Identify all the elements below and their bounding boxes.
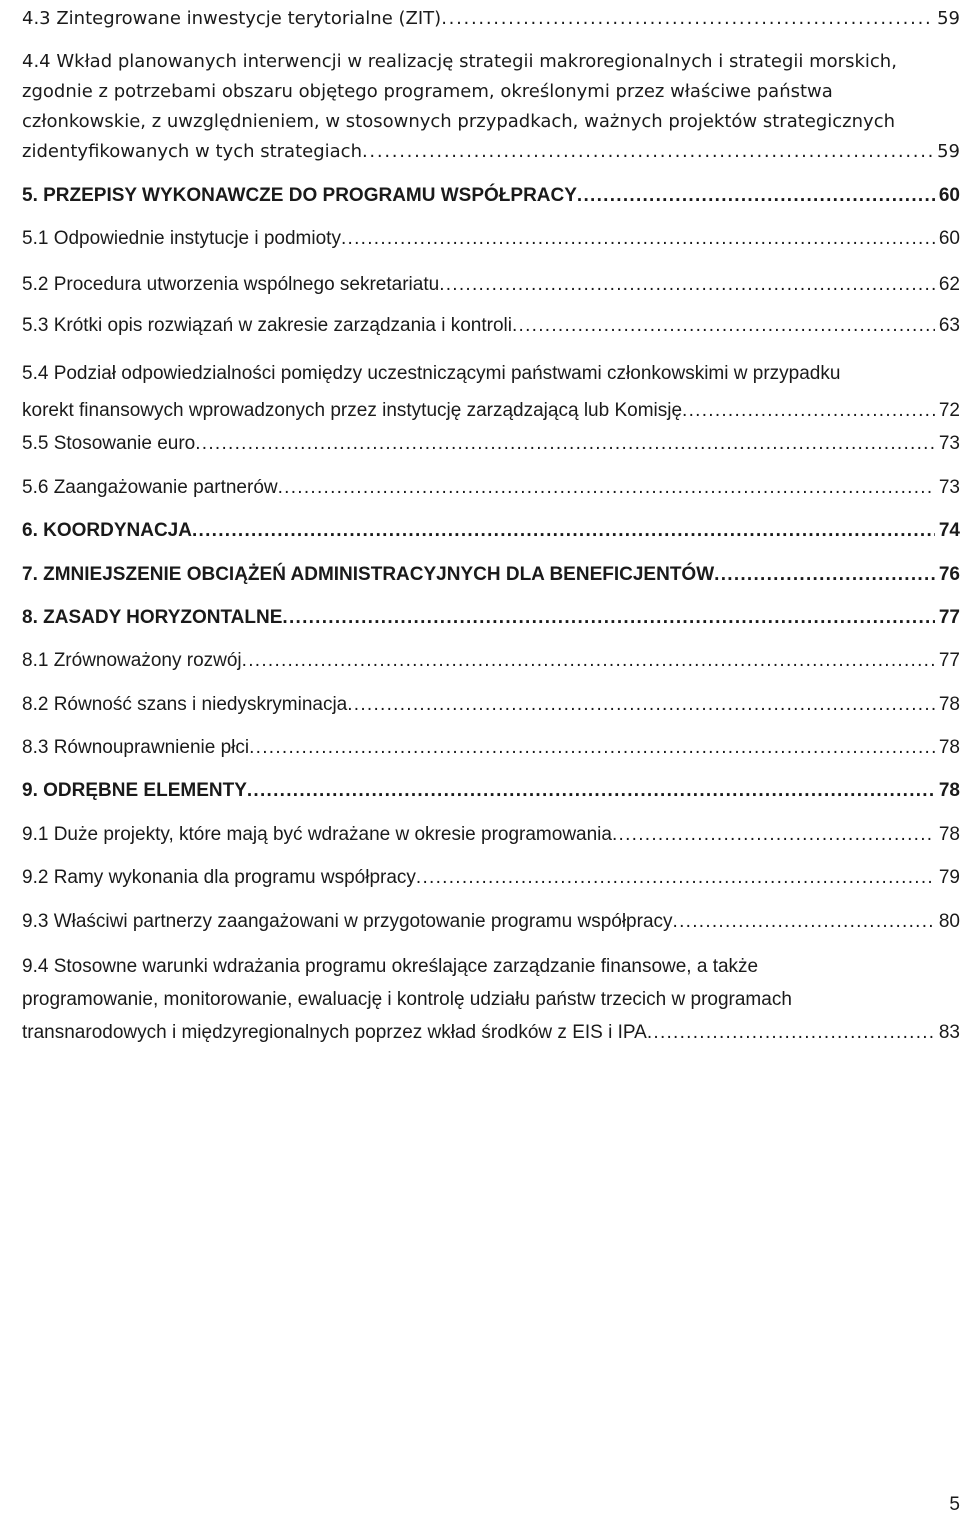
dot-leader [682, 392, 935, 429]
toc-entry-row [22, 863, 960, 893]
toc-entry-title-line: 9.3 Właściwi partnerzy zaangażowani w przygotowanie programu współpracy [22, 911, 673, 932]
toc-entry-row [22, 181, 960, 211]
toc-entry-title-line: 9. ODRĘBNE ELEMENTY [22, 780, 247, 801]
toc-entry-row [22, 560, 960, 590]
page-number: 5 [949, 1494, 960, 1515]
toc-entry[interactable] [22, 603, 960, 633]
toc-entry-title-line: 8. ZASADY HORYZONTALNE [22, 607, 283, 628]
toc-page-number: 63 [938, 315, 960, 336]
toc-entry[interactable] [22, 224, 960, 254]
toc-entry[interactable] [22, 268, 960, 301]
toc-entry[interactable] [22, 776, 960, 806]
toc-entry-title-line: 5.3 Krótki opis rozwiązań w zakresie zarządzania i kontroli [22, 315, 512, 336]
toc-entry-title-line: 8.1 Zrównoważony rozwój [22, 650, 242, 671]
toc-entry[interactable] [22, 690, 960, 720]
toc-entry-row [22, 473, 960, 503]
toc-page-number: 79 [938, 867, 960, 888]
toc-entry-title-line: 6. KOORDYNACJA [22, 520, 192, 541]
toc-entry[interactable] [22, 646, 960, 676]
toc-entry[interactable] [22, 950, 960, 1049]
toc-entry-row [22, 137, 960, 167]
toc-page-number: 72 [938, 400, 960, 421]
toc-entry[interactable] [22, 473, 960, 503]
toc-entry-title-line: 4.3 Zintegrowane inwestycje terytorialne (ZIT) [22, 8, 442, 29]
toc-entry-title-line: zgodnie z potrzebami obszaru objętego programem, określonymi przez właściwe państwa [22, 81, 833, 102]
toc-entry[interactable] [22, 820, 960, 850]
toc-entry-title-line: 9.4 Stosowne warunki wdrażania programu określające zarządzanie finansowe, a także [22, 956, 759, 977]
dot-leader [577, 181, 935, 211]
dot-leader [347, 690, 935, 720]
toc-entry[interactable] [22, 4, 960, 34]
toc-page-number: 73 [938, 477, 960, 498]
toc-entry-row [22, 733, 960, 763]
dot-leader [242, 646, 935, 676]
dot-leader [362, 137, 933, 167]
toc-entry[interactable] [22, 311, 960, 341]
toc-entry-title-line: 5.6 Zaangażowanie partnerów [22, 477, 278, 498]
dot-leader [341, 224, 935, 254]
toc-entry-title-line: 8.2 Równość szans i niedyskryminacja [22, 694, 348, 715]
toc-entry-title-line: 7. ZMNIEJSZENIE OBCIĄŻEŃ ADMINISTRACYJNYCH DLA BENEFICJENTÓW [22, 564, 715, 585]
dot-leader [282, 603, 934, 633]
toc-page-number: 80 [938, 911, 960, 932]
toc-page-number: 78 [938, 780, 960, 801]
dot-leader [249, 733, 935, 763]
toc-entry-title-line: 5.1 Odpowiednie instytucje i podmioty [22, 228, 341, 249]
toc-entry-title-line: 5.5 Stosowanie euro [22, 433, 196, 454]
toc-entry-title-line: 5. PRZEPISY WYKONAWCZE DO PROGRAMU WSPÓŁPRACY [22, 185, 577, 206]
toc-entry-row [22, 690, 960, 720]
toc-page-number: 60 [938, 228, 960, 249]
toc-entry-title-line: 9.2 Ramy wykonania dla programu współpracy [22, 867, 416, 888]
dot-leader [439, 268, 935, 301]
toc-entry-title-line: 8.3 Równouprawnienie płci [22, 737, 250, 758]
toc-entry-title-line: członkowskie, z uwzględnieniem, w stosownych przypadkach, ważnych projektów strategicznych [22, 111, 895, 132]
toc-entry-row [22, 820, 960, 850]
toc-entry-title-line: korekt finansowych wprowadzonych przez instytucję zarządzającą lub Komisję [22, 400, 683, 421]
toc-entry[interactable] [22, 907, 960, 937]
toc-entry-row [22, 776, 960, 806]
toc-page-number: 59 [937, 141, 960, 162]
dot-leader [647, 1016, 935, 1049]
toc-page-number: 73 [938, 433, 960, 454]
toc-entry[interactable] [22, 733, 960, 763]
toc-entry-title-line: programowanie, monitorowanie, ewaluację i kontrolę udziału państw trzecich w programach [22, 989, 792, 1010]
toc-entry[interactable] [22, 516, 960, 546]
toc-entry-row [22, 603, 960, 633]
dot-leader [278, 473, 935, 503]
toc-entry-row [22, 907, 960, 937]
toc-entry-title-line: zidentyfikowanych w tych strategiach [22, 141, 362, 162]
toc-page-number: 77 [938, 607, 960, 628]
toc-page-number: 74 [938, 520, 960, 541]
toc-entry-row [22, 392, 960, 429]
toc-entry[interactable] [22, 355, 960, 429]
toc-page-number: 78 [938, 824, 960, 845]
toc-entry-row [22, 268, 960, 301]
toc-page-number: 83 [938, 1022, 960, 1043]
toc-entry[interactable] [22, 560, 960, 590]
toc-entry-title-line: 5.4 Podział odpowiedzialności pomiędzy uczestniczącymi państwami członkowskimi w przypadku [22, 363, 841, 384]
toc-entry-row [22, 516, 960, 546]
toc-entry-row [22, 429, 960, 459]
dot-leader [192, 516, 935, 546]
dot-leader [612, 820, 935, 850]
dot-leader [416, 863, 935, 893]
toc-entry-row [22, 224, 960, 254]
toc-entry-title-line: 5.2 Procedura utworzenia wspólnego sekretariatu [22, 274, 440, 295]
toc-page-number: 78 [938, 694, 960, 715]
toc-entry-title-line: 9.1 Duże projekty, które mają być wdrażane w okresie programowania [22, 824, 612, 845]
toc-page-number: 78 [938, 737, 960, 758]
toc-page-number: 62 [938, 274, 960, 295]
dot-leader [247, 776, 935, 806]
toc-entry-row [22, 646, 960, 676]
toc-entry-title-line: 4.4 Wkład planowanych interwencji w realizację strategii makroregionalnych i strategii morskich, [22, 51, 897, 72]
toc-entry-row [22, 4, 960, 34]
toc-page-number: 60 [938, 185, 960, 206]
toc-entry-title-line: transnarodowych i międzyregionalnych poprzez wkład środków z EIS i IPA [22, 1022, 647, 1043]
dot-leader [195, 429, 935, 459]
dot-leader [714, 560, 935, 590]
toc-page-number: 77 [938, 650, 960, 671]
toc-entry-row [22, 1016, 960, 1049]
toc-entry[interactable] [22, 181, 960, 211]
dot-leader [441, 4, 933, 34]
toc-page-number: 76 [938, 564, 960, 585]
toc-entry[interactable] [22, 429, 960, 459]
toc-page-number: 59 [937, 8, 960, 29]
toc-entry[interactable] [22, 47, 960, 167]
toc-entry[interactable] [22, 863, 960, 893]
dot-leader [512, 311, 935, 341]
toc-entry-row [22, 311, 960, 341]
dot-leader [673, 907, 935, 937]
